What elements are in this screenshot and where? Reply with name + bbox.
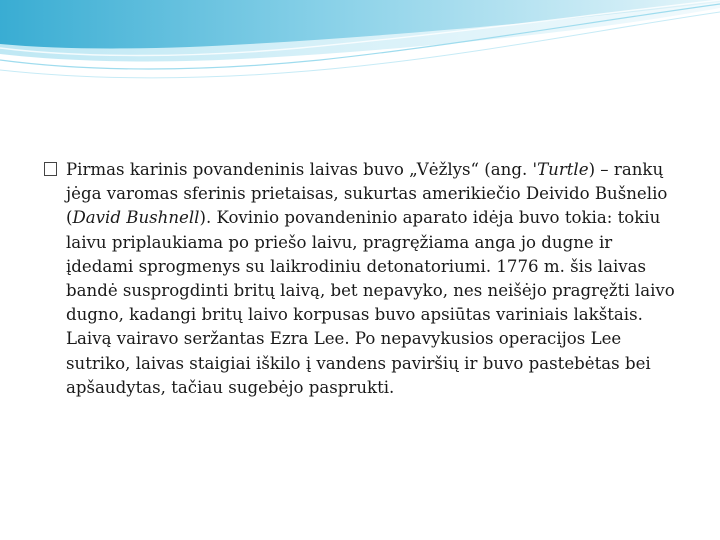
square-bullet-icon	[44, 162, 57, 176]
bullet-paragraph	[44, 158, 684, 400]
paragraph-text-italic-turtle: Turtle	[537, 160, 589, 179]
paragraph-text-2: ) – rankų jėga varomas sferinis prietaisas, sukurtas amerikiečio Deivido Bušnelio (	[66, 160, 668, 228]
paragraph-text-1: Pirmas karinis povandeninis laivas buvo „Vėžlys“ (ang. '	[66, 160, 538, 179]
paragraph-text-italic-name: David Bushnell	[72, 208, 200, 228]
body-text-block	[44, 158, 684, 400]
paragraph-text-3: ). Kovinio povandeninio aparato idėja buvo tokia: tokiu laivu priplaukiama po priešo laivu, pragręžiama anga jo dugne ir įdedami sprogmenys su laikrodiniu detonatoriumi. 1776 m. šis laivas bandė susprogdinti britų laivą, bet nepavyko, nes neišėjo pragręžti laivo dugno, kadangi britų laivo korpusas buvo apsiūtas variniais lakštais. Laivą vairavo seržantas Ezra Lee. Po nepavykusios operacijos Lee sutriko, laivas staigiai iškilo į vandens paviršių ir buvo pastebėtas bei apšaudytas, tačiau sugebėjo pasprukti.	[66, 208, 675, 397]
header-wave-decoration	[0, 0, 720, 90]
